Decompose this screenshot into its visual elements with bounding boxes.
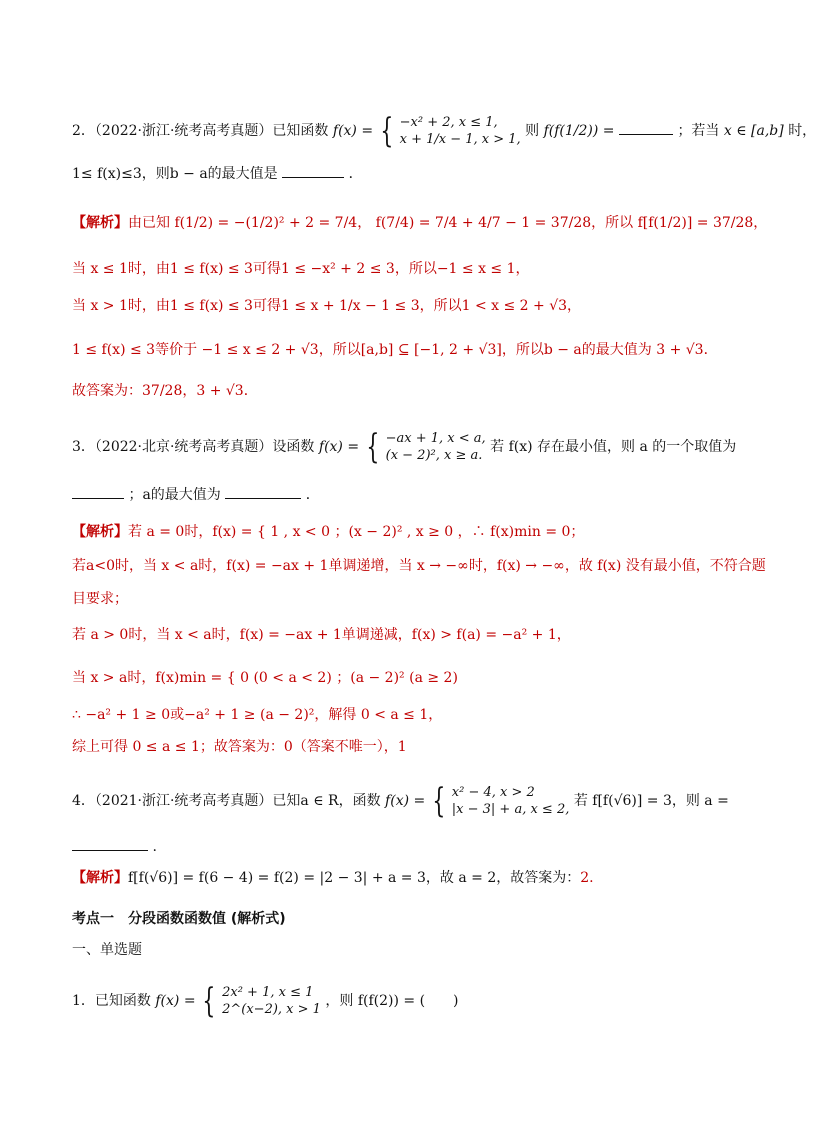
q2-answer-blank-1[interactable] <box>619 120 673 135</box>
q1-line <box>72 981 459 1021</box>
q4-case2: |x − 3| + a, x ≤ 2, <box>451 802 570 817</box>
q2-prefix: 2．（2022·浙江·统考高考真题）已知函数 <box>72 123 329 139</box>
a2-l1: 由已知 f(1/2) = −(1/2)² + 2 = 7/4， f(7/4) = 7/4 + 4/7 − 1 = 37/28，所以 f[f(1/2)] = 37/28， <box>128 215 768 231</box>
a3-line6 <box>72 705 442 725</box>
q3-brace: { <box>365 427 379 467</box>
a3-line5 <box>72 668 458 688</box>
a3-line7 <box>72 737 407 757</box>
q4-case1: x² − 4, x > 2 <box>451 785 535 800</box>
q1-brace: { <box>202 981 216 1021</box>
q2-cases <box>400 114 521 148</box>
q2-end: ． <box>348 166 363 182</box>
a2-l2: 当 x ≤ 1时，由1 ≤ f(x) ≤ 3可得1 ≤ −x² + 2 ≤ 3，所以−1 ≤ x ≤ 1， <box>72 261 530 277</box>
a3-l7: 综上可得 0 ≤ a ≤ 1；故答案为：0（答案不唯一），1 <box>72 739 407 755</box>
q1-rest: ，则 f(f(2)) = ( ) <box>325 993 459 1009</box>
q2-fx: f(x) = <box>332 123 374 139</box>
q3-answer-blank-2[interactable] <box>225 484 301 499</box>
q2-blank-sep: ；若当 <box>677 123 720 139</box>
q2-case2: x + 1/x − 1, x > 1, <box>399 132 521 147</box>
q2-answer-blank-2[interactable] <box>282 163 344 178</box>
a3-line3 <box>72 589 128 609</box>
q4-answer-blank[interactable] <box>72 836 148 851</box>
q2-then: 则 <box>525 123 540 139</box>
q2-brace: { <box>379 111 393 151</box>
a3-l2: 若a<0时，当 x < a时，f(x) = −ax + 1单调递增，当 x → −∞时，f(x) → −∞，故 f(x) 没有最小值，不符合题 <box>72 558 766 574</box>
a2-tag: 【解析】 <box>72 215 128 231</box>
a4-line <box>72 868 594 888</box>
q3-end: ． <box>305 487 320 503</box>
q3-answer-blank-1[interactable] <box>72 484 124 499</box>
q4-rest: 若 f[f(√6)] = 3，则 a = <box>573 793 729 809</box>
a3-l3: 目要求； <box>72 591 128 607</box>
section-title: 考点一 分段函数函数值 (解析式) <box>72 911 286 927</box>
a2-l3: 当 x > 1时，由1 ≤ f(x) ≤ 3可得1 ≤ x + 1/x − 1 ≤ 3，所以1 < x ≤ 2 + √3， <box>72 298 582 314</box>
q4-line2 <box>72 836 157 857</box>
q3-case1: −ax + 1, x < a, <box>385 431 486 446</box>
a4-tag: 【解析】 <box>72 870 128 886</box>
q4-cases <box>452 784 570 818</box>
a3-l1: 若 a = 0时，f(x) = { 1 , x < 0 ；(x − 2)² , x ≥ 0 ，∴ f(x)min = 0； <box>128 524 585 540</box>
q4-line1 <box>72 781 729 821</box>
a2-line1 <box>72 213 767 233</box>
a2-l4: 1 ≤ f(x) ≤ 3等价于 −1 ≤ x ≤ 2 + √3，所以[a,b] ⊆ [−1, 2 + √3]，所以b − a的最大值为 3 + √3． <box>72 342 718 358</box>
a3-l5: 当 x > a时，f(x)min = { 0 (0 < a < 2) ；(a − 2)² (a ≥ 2) <box>72 670 458 686</box>
q1-case1: 2x² + 1, x ≤ 1 <box>222 985 314 1000</box>
q2-case1: −x² + 2, x ≤ 1, <box>399 115 498 130</box>
a2-line4 <box>72 340 718 360</box>
q2-when: 时， <box>788 123 816 139</box>
q2-line2 <box>72 163 363 184</box>
q1-prefix: 1．已知函数 <box>72 993 151 1009</box>
q2-ffhalf: f(f(1/2)) = <box>543 123 615 139</box>
a4-ans: 2. <box>580 870 594 886</box>
a3-tag: 【解析】 <box>72 524 128 540</box>
section-sub: 一、单选题 <box>72 942 142 958</box>
q3-line2a: ；a的最大值为 <box>128 487 221 503</box>
q3-line1 <box>72 427 737 467</box>
q3-prefix: 3．（2022·北京·统考高考真题）设函数 <box>72 439 315 455</box>
q1-fx: f(x) = <box>155 993 196 1009</box>
q2-cond: x ∈ [a,b] <box>723 123 784 139</box>
a3-line4 <box>72 625 571 645</box>
a2-line3 <box>72 296 581 316</box>
a3-line1 <box>72 522 584 542</box>
q4-prefix: 4．（2021·浙江·统考高考真题）已知a ∈ R，函数 <box>72 793 381 809</box>
q3-fx: f(x) = <box>318 439 360 455</box>
a2-l5: 故答案为：37/28，3 + √3． <box>72 383 258 399</box>
a3-line2 <box>72 556 766 576</box>
q4-fx: f(x) = <box>385 793 426 809</box>
q1-case2: 2^(x−2), x > 1 <box>222 1002 321 1017</box>
a3-l4: 若 a > 0时，当 x < a时，f(x) = −ax + 1单调递减，f(x) > f(a) = −a² + 1， <box>72 627 571 643</box>
q2-line2-text: 1≤ f(x)≤3，则b − a的最大值是 <box>72 166 278 182</box>
q3-case2: (x − 2)², x ≥ a. <box>385 448 483 463</box>
q3-line2 <box>72 484 320 505</box>
a2-line5 <box>72 381 258 401</box>
q2-line1 <box>72 111 816 151</box>
q4-brace: { <box>432 781 445 821</box>
q3-rest: 若 f(x) 存在最小值，则 a 的一个取值为 <box>490 439 737 455</box>
q4-end: . <box>152 839 157 855</box>
a4-body: f[f(√6)] = f(6 − 4) = f(2) = |2 − 3| + a = 3，故 a = 2，故答案为： <box>128 870 581 886</box>
q1-cases <box>222 984 321 1018</box>
q3-cases <box>386 430 486 464</box>
a3-l6: ∴ −a² + 1 ≥ 0或−a² + 1 ≥ (a − 2)²，解得 0 < a ≤ 1， <box>72 707 443 723</box>
a2-line2 <box>72 259 530 279</box>
